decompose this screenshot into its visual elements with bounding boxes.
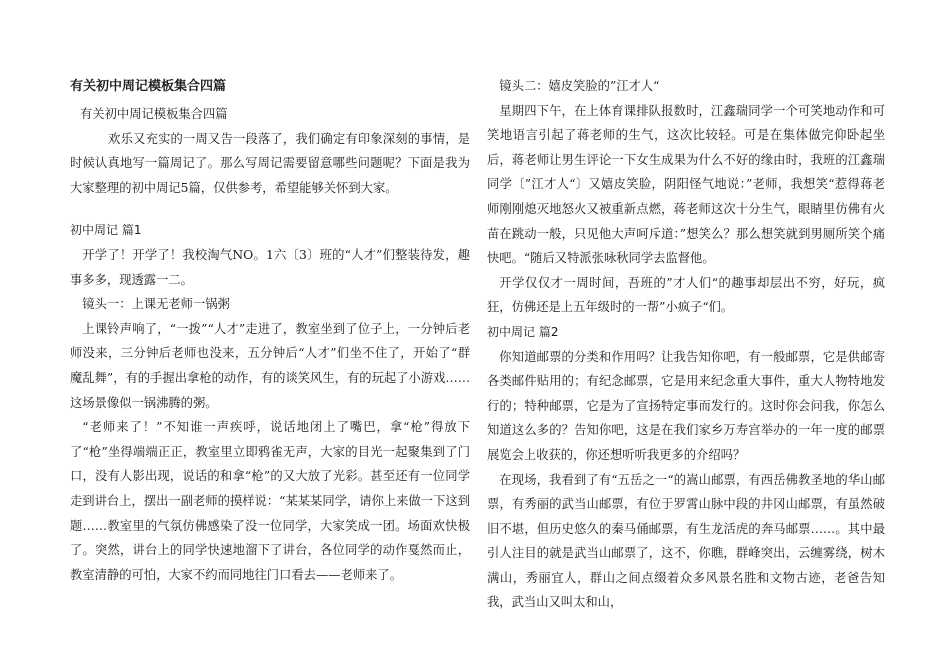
section-heading-1: 初中周记 篇1 [70, 223, 142, 238]
paragraph-pe-class: 星期四下午，在上体育课排队报数时，江鑫瑞同学一个可笑地动作和可笑地语言引起了蒋老师的生气，这次比较轻。可是在集体做完仰卧起坐后，蒋老师让男生评论一下女生成果为什么不好的缘由时，我班的江鑫瑞同学〔”江才人“〕又嬉皮笑脸，阴阳怪气地说：”老师，我想笑“惹得蒋老师刚刚熄灭地怒火又被重新点燃，蒋老师这次十分生气，眼睛里仿佛有火苗在跳动一般，只见他大声呵斥道：”想笑么？那么想笑就到男厕所笑个痛快吧。“随后又特派张咏秋同学去监督他。 [487, 103, 885, 266]
paragraph-class-start: 上课铃声响了，“一拨”“人才”走进了，教室坐到了位子上，一分钟后老师没来，三分钟后老师也没来，五分钟后“人才”们坐不住了，开始了“群魔乱舞”，有的手握出拿枪的动作，有的谈笑风生，有的玩起了小游戏……这场景像似一锅沸腾的粥。 [70, 321, 470, 410]
right-column [487, 74, 885, 615]
section-heading-2: 初中周记 篇2 [487, 324, 559, 339]
document-subtitle: 有关初中周记模板集合四篇 [80, 107, 228, 121]
intro-paragraph: 欢乐又充实的一周又告一段落了，我们确定有印象深刻的事情，是时候认真地写一篇周记了。那么写周记需要留意哪些问题呢？下面是我为大家整理的初中周记5篇，仅供参考，希望能够关怀到大家。 [70, 131, 470, 195]
left-column [70, 74, 470, 587]
paragraph-one-week: 开学仅仅才一周时间，吾班的”才人们“的趣事却层出不穷，好玩，疯狂，仿佛还是上五年级时的一帮”小疯子“们。 [487, 275, 885, 315]
shot-one-heading: 镜头一：上课无老师一锅粥 [82, 297, 230, 312]
paragraph-stamp-exhibition: 在现场，我看到了有“五岳之一“的嵩山邮票，有西岳佛教圣地的华山邮票，有秀丽的武当山邮票，有位于罗霄山脉中段的井冈山邮票，有虽然破旧不堪，但历史悠久的秦马俑邮票，有生龙活虎的奔马邮票……。其中最引人注目的就是武当山邮票了，这不，你瞧，群峰突出，云缠雾绕，树木满山，秀丽宜人，群山之间点缀着众多风景名胜和文物古迹，老爸告知我，武当山又叫太和山， [487, 472, 885, 610]
shot-two-heading: 镜头二：嬉皮笑脸的”江才人“ [499, 79, 660, 93]
paragraph-teacher-coming: “老师来了！”不知谁一声疾呼，说话地闭上了嘴巴，拿“枪”得放下了“枪”坐得端端正正，教室里立即鸦雀无声，大家的目光一起聚集到了门口，没有人影出现，说话的和拿“枪”的又大放了光彩。甚至还有一位同学走到讲台上，摆出一副老师的摸样说：“某某某同学，请你上来做一下这到题……教室里的气氛仿佛感染了没一位同学，大家笑成一团。场面欢快极了。突然，讲台上的同学快速地溜下了讲台，各位同学的动作戛然而止，教室清静的可怕，大家不约而同地往门口看去——老师来了。 [70, 420, 470, 582]
document-title: 有关初中周记模板集合四篇 [70, 79, 227, 94]
paragraph-stamp-types: 你知道邮票的分类和作用吗？让我告知你吧，有一般邮票，它是供邮寄各类邮件贴用的；有纪念邮票，它是用来纪念重大事件，重大人物特地发行的；特种邮票，它是为了宣扬特定事而发行的。这时你会问我，你怎么知道这么多的？告知你吧，这是在我们家乡万寿宫举办的一年一度的邮票展览会上收获的，你还想听听我更多的介绍吗？ [487, 349, 885, 462]
paragraph-opening: 开学了！开学了！我校淘气NO。1六〔3〕班的“人才”们整装待发，趣事多多，现透露一二。 [70, 247, 470, 287]
